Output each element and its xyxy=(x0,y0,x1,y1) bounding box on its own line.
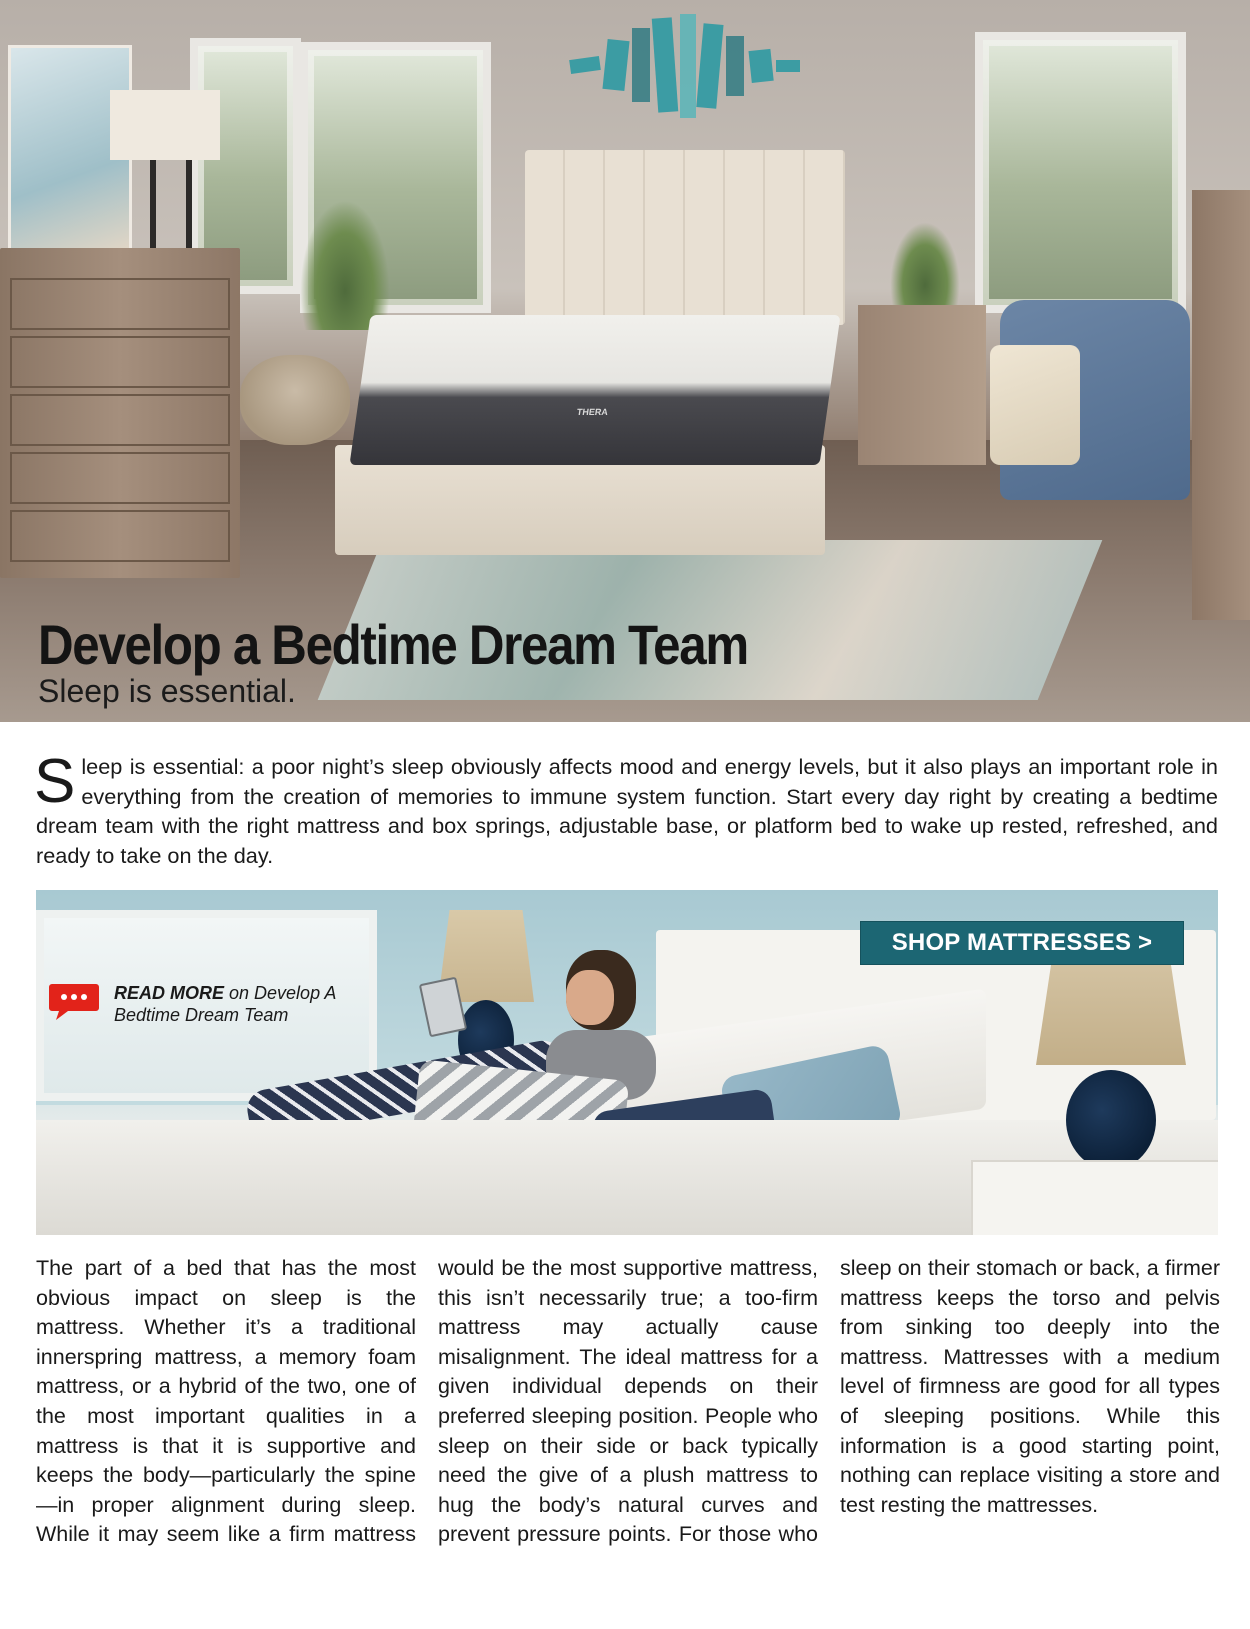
shop-mattresses-button[interactable]: SHOP MATTRESSES > xyxy=(860,921,1184,965)
banner-nightstand xyxy=(971,1160,1218,1235)
article-columns xyxy=(36,1254,1220,1574)
wall-sculpture xyxy=(560,10,810,120)
mattress xyxy=(349,315,840,465)
article-body: The part of a bed that has the most obvious impact on sleep is the mattress. Whether it’s a traditional innerspring mattress, a memory foam mattress, or a hybrid of the two, one of the most important qualities in a mattress is that it is supportive and keeps the body—particularly the spine—in proper alignment during sleep. While it may seem like a firm mattress would be the most supportive mattress, this isn’t necessarily true; a too-firm mattress may actually cause misalignment. The ideal mattress for a given individual depends on their preferred sleeping position. People who sleep on their side or back typically need the give of a plush mattress to hug the body’s natural curves and prevent pressure points. For those who sleep on their stomach or back, a firmer mattress keeps the torso and pelvis from sinking too deeply into the mattress. Mattresses with a medium level of firmness are good for all types of sleeping positions. While this information is a good starting point, nothing can replace visiting a store and test resting the mattresses. xyxy=(36,1256,1220,1547)
read-more-lead: READ MORE xyxy=(114,983,225,1003)
window-right xyxy=(975,32,1186,313)
throw-blanket xyxy=(990,345,1080,465)
banner-lamp-right-base xyxy=(1066,1070,1156,1170)
headboard xyxy=(525,150,845,325)
read-more-link[interactable] xyxy=(48,980,364,1026)
woman-face xyxy=(566,970,614,1025)
page-subtitle: Sleep is essential. xyxy=(38,673,296,709)
intro-text: leep is essential: a poor night’s sleep obviously affects mood and energy levels, but it also plays an important role in everything from the creation of memories to immune system function. Start every day right by creating a bedtime dream team with the right mattress and box springs, adjustable base, or platform bed to wake up rested, refreshed, and ready to take on the day. xyxy=(36,754,1218,868)
read-more-text[interactable] xyxy=(114,982,364,1026)
nightstand xyxy=(858,305,986,465)
pouf xyxy=(240,355,350,445)
hero-image xyxy=(0,0,1250,722)
tall-dresser xyxy=(1192,190,1250,620)
intro-paragraph xyxy=(34,747,1218,870)
read-more-rest: on Develop A Bedtime Dream Team xyxy=(114,983,336,1025)
drop-cap: S xyxy=(34,747,76,816)
dresser xyxy=(0,248,240,578)
speech-bubble-icon xyxy=(48,980,100,1022)
plant-left xyxy=(300,200,390,330)
page-title: Develop a Bedtime Dream Team xyxy=(38,613,748,676)
plant-nightstand xyxy=(890,222,960,312)
table-lamp-base xyxy=(150,160,192,250)
table-lamp-shade xyxy=(110,90,220,160)
mattress-brand-label: THERA xyxy=(576,407,609,417)
